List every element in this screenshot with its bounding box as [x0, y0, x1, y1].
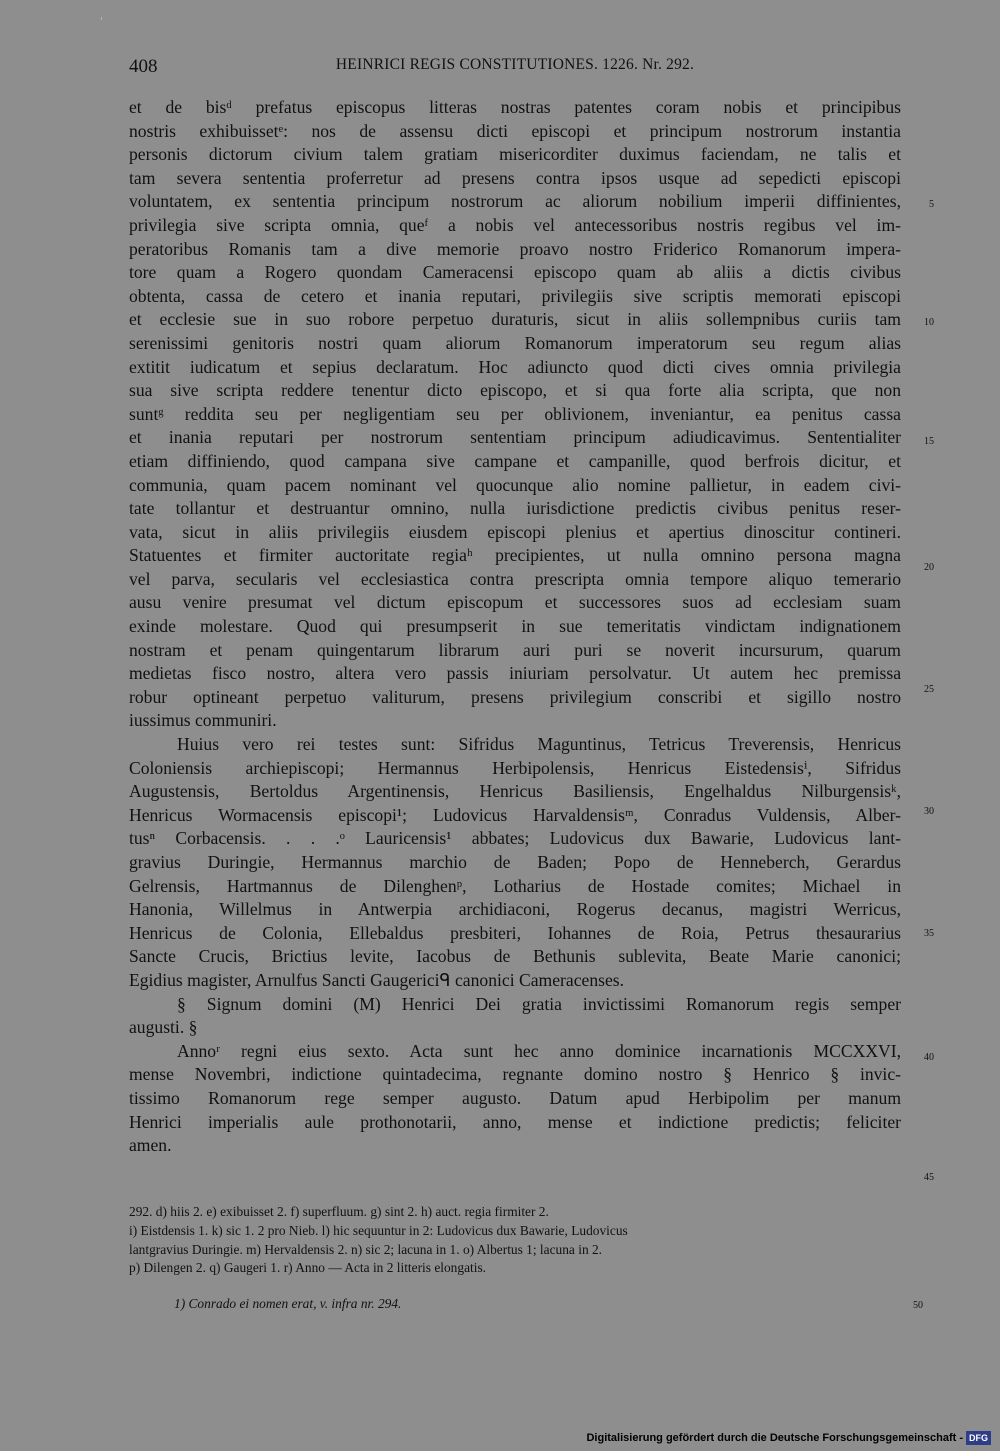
scan-mark — [101, 17, 102, 20]
page-header — [129, 56, 901, 80]
text-line: mense Novembri, indictione quintadecima, regnante domino nostro § Henrico § invic- — [129, 1064, 901, 1085]
line-number: 50 — [913, 1300, 923, 1311]
body-text — [129, 96, 901, 1158]
footnote-line: i) Eistdensis 1. k) sic 1. 2 pro Nieb. l) hic sequuntur in 2: Ludovicus dux Bawarie, Ludovicus — [129, 1222, 628, 1238]
text-line: tissimo Romanorum rege semper augusto. Datum apud Herbipolim per manum — [129, 1087, 901, 1108]
text-line: communia, quam pacem nominant vel quocunque alio nomine pallietur, in eadem civi- — [129, 474, 901, 495]
text-line: medietas fisco nostro, altera vero passis iniuriam persolvatur. Ut autem hec premissa — [129, 663, 901, 684]
text-line: et de bisᵈ prefatus episcopus litteras nostras patentes coram nobis et principibus — [129, 97, 901, 117]
text-line: extitit iudicatum et sepius declaratum. Hoc adiuncto quod dicti cives omnia privilegia — [129, 356, 901, 377]
text-line: robur optineant perpetuo valiturum, presens privilegium conscribi et sigillo nostro — [129, 686, 901, 707]
text-line: exinde molestare. Quod qui presumpserit in sue temeritatis vindictam indignationem — [129, 616, 901, 637]
historical-footnote: 1) Conrado ei nomen erat, v. infra nr. 294. — [174, 1296, 402, 1311]
text-line: vel parva, secularis vel ecclesiastica contra prescripta omnia tempore aliquo temerario — [129, 568, 901, 589]
text-line: Huius vero rei testes sunt: Sifridus Maguntinus, Tetricus Treverensis, Henricus — [177, 734, 901, 755]
text-line: nostris exhibuissetᵉ: nos de assensu dicti episcopi et principum nostrorum instantia — [129, 120, 901, 141]
text-line: augusti. § — [129, 1017, 198, 1038]
text-line: obtenta, cassa de cetero et inania reputari, privilegiis sive scriptis memorati episcopi — [129, 285, 901, 306]
line-number: 35 — [924, 928, 934, 939]
text-line: Coloniensis archiepiscopi; Hermannus Herbipolensis, Henricus Eistedensisⁱ, Sifridus — [129, 757, 901, 778]
text-line: ausu venire presumat vel dictum episcopum et successores suos ad ecclesiam suam — [129, 592, 901, 613]
line-number: 40 — [924, 1052, 934, 1063]
text-line: sua sive scripta reddere tenentur dicto episcopo, et si qua forte alia scripta, que non — [129, 380, 901, 401]
text-line: Egidius magister, Arnulfus Sancti Gaugericiᑫ canonici Cameracenses. — [129, 969, 625, 990]
footnote-line: p) Dilengen 2. q) Gaugeri 1. r) Anno — Acta in 2 litteris elongatis. — [129, 1260, 487, 1276]
text-line: Gelrensis, Hartmannus de Dilenghenᵖ, Lotharius de Hostade comites; Michael in — [129, 875, 901, 896]
line-number: 15 — [924, 436, 934, 447]
text-line: Henrici imperialis aule prothonotarii, anno, mense et indictione predictis; feliciter — [129, 1111, 901, 1132]
text-line: personis dictorum civium talem gratiam misericorditer duximus faciendam, ne talis et — [129, 144, 901, 165]
text-line: serenissimi genitoris nostri quam aliorum Romanorum imperatorum seu regum alias — [129, 332, 901, 353]
text-line: et ecclesie sue in suo robore perpetuo duraturis, sicut in aliis sollempnibus curiis tam — [129, 309, 901, 330]
text-line: tore quam a Rogero quondam Cameracensi episcopo quam ab aliis a dictis civibus — [129, 262, 901, 283]
text-line: Augustensis, Bertoldus Argentinensis, Henricus Basiliensis, Engelhaldus Nilburgensisᵏ, — [129, 781, 901, 802]
text-line: amen. — [129, 1135, 172, 1156]
line-number: 20 — [924, 562, 934, 573]
text-line: gravius Duringie, Hermannus marchio de Baden; Popo de Henneberch, Gerardus — [129, 852, 901, 872]
text-line: Sancte Crucis, Brictius levite, Iacobus de Bethunis sublevita, Beate Marie canonici; — [129, 946, 901, 967]
critical-apparatus — [129, 1203, 901, 1278]
dfg-logo: DFG — [966, 1431, 991, 1445]
credit-text: Digitalisierung gefördert durch die Deutsche Forschungsgemeinschaft - — [586, 1432, 963, 1444]
line-number: 25 — [924, 684, 934, 695]
text-line: vata, sicut in aliis privilegiis eiusdem episcopi plenius et apertius dinoscitur contineri. — [129, 521, 901, 542]
footnote-line: 292. d) hiis 2. e) exibuisset 2. f) superfluum. g) sint 2. h) auct. regia firmiter 2. — [129, 1204, 549, 1219]
text-line: § Signum domini (M) Henrici Dei gratia invictissimi Romanorum regis semper — [177, 993, 901, 1014]
text-line: Henricus Wormacensis episcopi¹; Ludovicus Harvaldensisᵐ, Conradus Vuldensis, Alber- — [129, 804, 901, 825]
line-number: 45 — [924, 1172, 934, 1183]
text-line: privilegia sive scripta omnia, queᶠ a nobis vel antecessoribus nostris regibus vel im- — [129, 214, 901, 235]
text-line: etiam diffiniendo, quod campana sive campane et campanille, quod berfrois dicitur, et — [129, 450, 901, 471]
text-line: Statuentes et firmiter auctoritate regiaʰ precipientes, ut nulla omnino persona magna — [129, 545, 901, 566]
page-number: 408 — [129, 56, 158, 77]
text-line: suntᵍ reddita seu per negligentiam seu per oblivionem, inveniantur, ea penitus cassa — [129, 403, 901, 424]
text-line: Annoʳ regni eius sexto. Acta sunt hec anno dominice incarnationis MCCXXVI, — [177, 1040, 901, 1061]
text-line: tate tollantur et destruantur omnino, nulla iurisdictione predictis civibus penitus reser- — [129, 498, 901, 519]
text-line: Hanonia, Willelmus in Antwerpia archidiaconi, Rogerus decanus, magistri Werricus, — [129, 899, 901, 920]
text-line: Henricus de Colonia, Ellebaldus presbiteri, Iohannes de Roia, Petrus thesaurarius — [129, 922, 901, 943]
text-line: tusⁿ Corbacensis. . . .ᵒ Lauricensis¹ abbates; Ludovicus dux Bawarie, Ludovicus lant- — [129, 828, 901, 849]
footnote-line: lantgravius Duringie. m) Hervaldensis 2. n) sic 2; lacuna in 1. o) Albertus 1; lacuna in 2. — [129, 1241, 603, 1257]
line-number: 30 — [924, 806, 934, 817]
text-line: voluntatem, ex sententia principum nostrorum ac aliorum nobilium imperii diffinientes, — [129, 191, 901, 212]
running-head: HEINRICI REGIS CONSTITUTIONES. 1226. Nr. 292. — [335, 56, 695, 73]
digitization-credit — [586, 1430, 991, 1446]
text-line: iussimus communiri. — [129, 710, 277, 731]
text-line: peratoribus Romanis tam a dive memorie proavo nostro Friderico Romanorum impera- — [129, 238, 901, 259]
line-number: 5 — [929, 199, 934, 210]
text-line: nostram et penam quingentarum librarum auri puri se noverit incursurum, quarum — [129, 639, 901, 660]
text-line: et inania reputari per nostrorum sententiam principum adiudicavimus. Sententialiter — [129, 427, 901, 448]
text-line: tam severa sententia proferretur ad presens contra ipsos usque ad sepedicti episcopi — [129, 167, 901, 188]
line-number: 10 — [924, 317, 934, 328]
